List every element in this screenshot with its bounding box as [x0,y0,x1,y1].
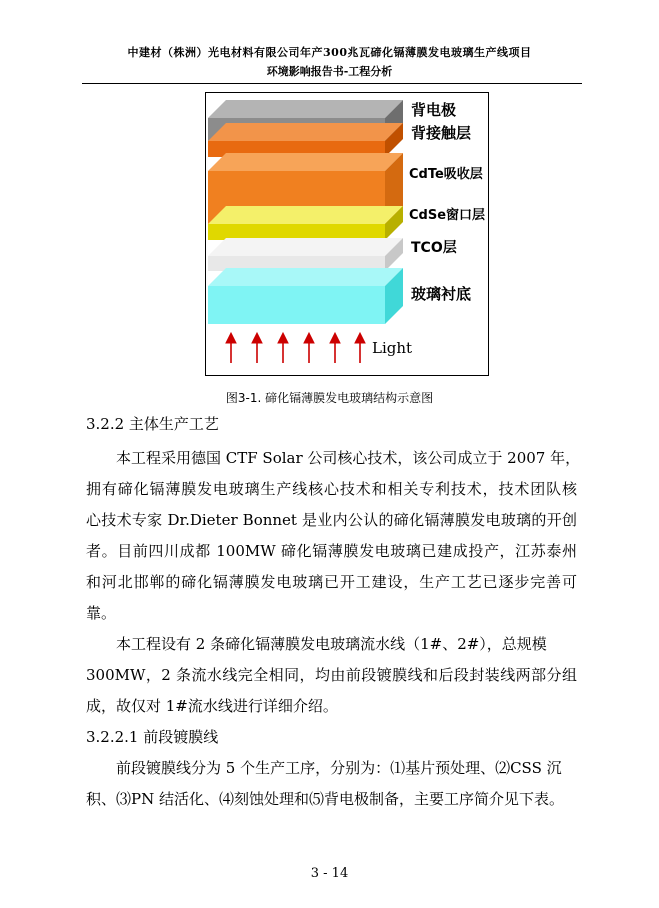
p1-line-5: 和河北邯郸的碲化镉薄膜发电玻璃已开工建设，生产工艺已逐步完善可 [86,573,577,591]
layer-tco [208,238,403,271]
arrow-icon [304,333,314,363]
heading-3-2-2: 3.2.2 主体生产工艺 [86,415,219,433]
figure-caption: 图3-1. 碲化镉薄膜发电玻璃结构示意图 [225,391,434,405]
p2-line-3: 成，故仅对 1#流水线进行详细介绍。 [86,697,338,715]
arrow-icon [278,333,288,363]
light-arrows [226,333,365,363]
structure-figure [205,92,489,376]
layer-diagram [206,93,488,375]
page-number: 3 - 14 [310,866,349,881]
arrow-icon [355,333,365,363]
label-cdte: CdTe吸收层 [409,167,483,182]
p1-line-2: 拥有碲化镉薄膜发电玻璃生产线核心技术和相关专利技术，技术团队核 [86,480,577,498]
arrow-icon [226,333,236,363]
arrow-icon [252,333,262,363]
heading-3-2-2-1: 3.2.2.1 前段镀膜线 [86,728,219,746]
p2-line-1: 本工程设有 2 条碲化镉薄膜发电玻璃流水线（1#、2#），总规模 [116,635,547,653]
label-back-contact: 背接触层 [411,124,472,142]
p3-line-1: 前段镀膜线分为 5 个生产工序，分别为：⑴基片预处理、⑵CSS 沉 [116,759,562,777]
p3-line-2: 积、⑶PN 结活化、⑷刻蚀处理和⑸背电极制备，主要工序简介见下表。 [86,790,564,808]
layer-cdse [208,206,403,240]
label-cdse: CdSe窗口层 [409,208,486,223]
light-label: Light [372,339,413,357]
p1-line-6: 靠。 [86,604,117,622]
label-tco: TCO层 [411,240,457,256]
arrow-icon [330,333,340,363]
p2-line-2: 300MW，2 条流水线完全相同，均由前段镀膜线和后段封装线两部分组 [86,666,577,684]
p1-line-1: 本工程采用德国 CTF Solar 公司核心技术，该公司成立于 2007 年， [116,449,581,467]
header-title: 中建材（株洲）光电材料有限公司年产300兆瓦碲化镉薄膜发电玻璃生产线项目 [127,46,532,59]
label-back-electrode: 背电极 [411,101,457,119]
layer-back-contact [208,123,403,157]
layer-glass [208,268,403,324]
header-rule [82,83,582,84]
p1-line-4: 者。目前四川成都 100MW 碲化镉薄膜发电玻璃已建成投产，江苏泰州 [86,542,577,560]
p1-line-3: 心技术专家 Dr.Dieter Bonnet 是业内公认的碲化镉薄膜发电玻璃的开创 [86,511,577,529]
label-glass: 玻璃衬底 [411,285,472,303]
header-subtitle: 环境影响报告书-工程分析 [266,65,393,78]
